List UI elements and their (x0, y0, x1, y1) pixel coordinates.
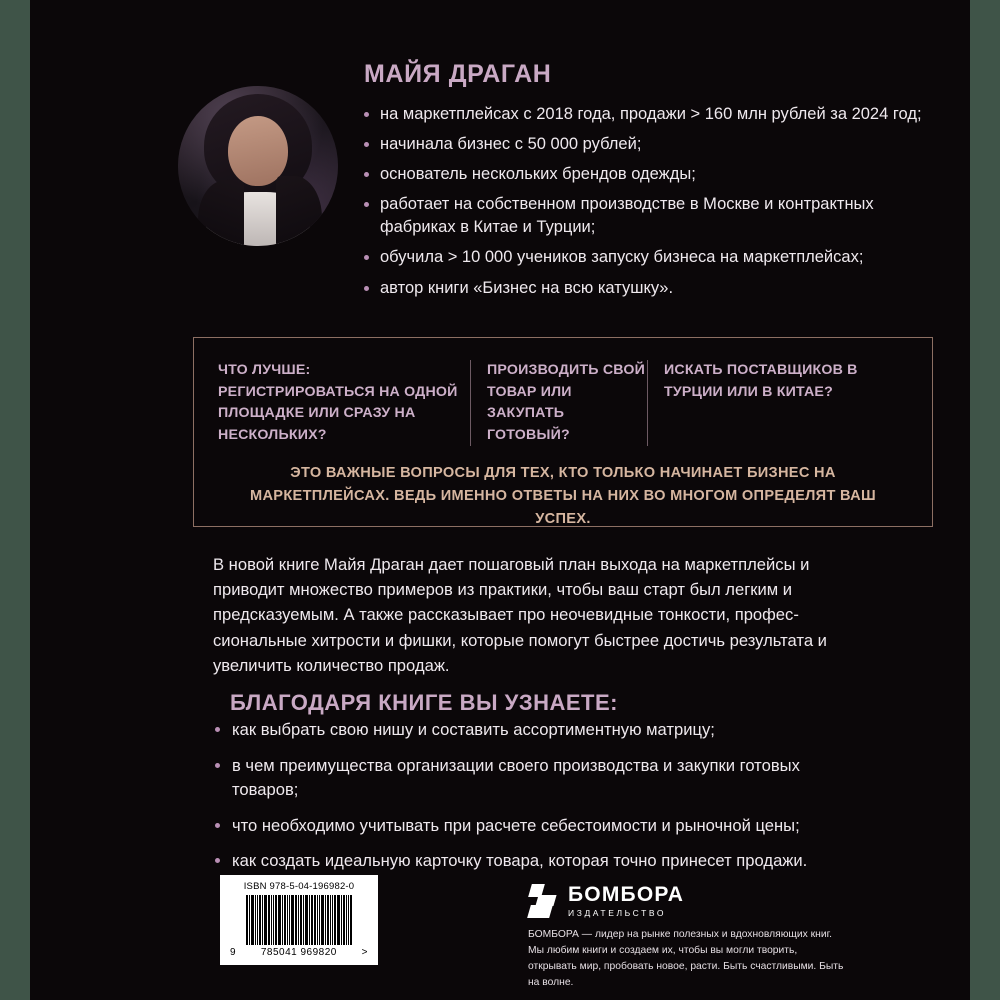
question-column-1: ЧТО ЛУЧШЕ: РЕГИСТРИРОВАТЬСЯ НА ОДНОЙ ПЛОЩАДКЕ ИЛИ СРАЗУ НА НЕСКОЛЬКИХ? (218, 362, 458, 443)
list-item: автор книги «Бизнес на всю катушку». (364, 277, 938, 300)
barcode-digits-main: 785041 969820 (260, 947, 337, 958)
list-item: начинала бизнес с 50 000 рублей; (364, 133, 938, 156)
intro-paragraph: В новой книге Майя Драган дает пошаговый план выхода на маркетплейсы и приводит множество примеров из практики, чтобы ваш старт был легким и предсказуемым. А также рассказывает про неочевидные тонкости, профес-сиональные хитрости и фишки, которые помогут быстрее достичь результата и увеличить количество продаж. (213, 555, 827, 675)
isbn-text: ISBN 978-5-04-196982-0 (243, 881, 355, 892)
questions-note: ЭТО ВАЖНЫЕ ВОПРОСЫ ДЛЯ ТЕХ, КТО ТОЛЬКО НАЧИНАЕТ БИЗНЕС НА МАРКЕТПЛЕЙСАХ. ВЕДЬ ИМЕННО ОТВЕТЫ НА НИХ ВО МНОГОМ ОПРЕДЕЛЯТ ВАШ УСПЕХ. (250, 465, 876, 527)
list-item: что необходимо учитывать при расчете себестоимости и рыночной цены; (215, 814, 845, 839)
benefits-title: БЛАГОДАРЯ КНИГЕ ВЫ УЗНАЕТЕ: (230, 690, 618, 715)
list-item: на маркетплейсах с 2018 года, продажи > 160 млн рублей за 2024 год; (364, 103, 938, 126)
bombora-logo-icon (528, 884, 558, 918)
questions-frame (193, 337, 933, 527)
barcode-digit-left: 9 (230, 947, 237, 958)
list-item: как создать идеальную карточку товара, которая точно принесет продажи. (215, 849, 845, 874)
questions-columns (194, 338, 932, 446)
author-block (178, 56, 938, 307)
benefits-block (215, 718, 845, 885)
author-facts-list (364, 103, 938, 300)
question-column-2: ПРОИЗВОДИТЬ СВОЙ ТОВАР ИЛИ ЗАКУПАТЬ ГОТОВЫЙ? (470, 360, 647, 446)
publisher-description: БОМБОРА — лидер на рынке полезных и вдохновляющих книг. Мы любим книги и создаем их, чтобы вы могли творить, открывать мир, пробовать новое, расти. Быть счастливыми. Быть на волне. (528, 929, 844, 988)
list-item: в чем преимущества организации своего производства и закупки готовых товаров; (215, 754, 845, 803)
publisher-block (528, 884, 848, 991)
publisher-name: БОМБОРА (568, 883, 685, 906)
author-portrait (178, 86, 338, 246)
publisher-subtitle: ИЗДАТЕЛЬСТВО (568, 908, 667, 918)
list-item: работает на собственном производстве в Москве и контрактных фабриках в Китае и Турции; (364, 193, 938, 239)
question-column-3: ИСКАТЬ ПОСТАВЩИКОВ В ТУРЦИИ ИЛИ В КИТАЕ? (647, 360, 908, 446)
barcode-digits (228, 947, 370, 958)
barcode-bars (228, 895, 370, 945)
book-back-cover (30, 0, 970, 1000)
author-name: МАЙЯ ДРАГАН (364, 60, 552, 88)
barcode-block (220, 875, 378, 965)
list-item: как выбрать свою нишу и составить ассортиментную матрицу; (215, 718, 845, 743)
list-item: обучила > 10 000 учеников запуску бизнеса на маркетплейсах; (364, 246, 938, 269)
list-item: основатель нескольких брендов одежды; (364, 163, 938, 186)
barcode-digit-right: > (361, 947, 368, 958)
